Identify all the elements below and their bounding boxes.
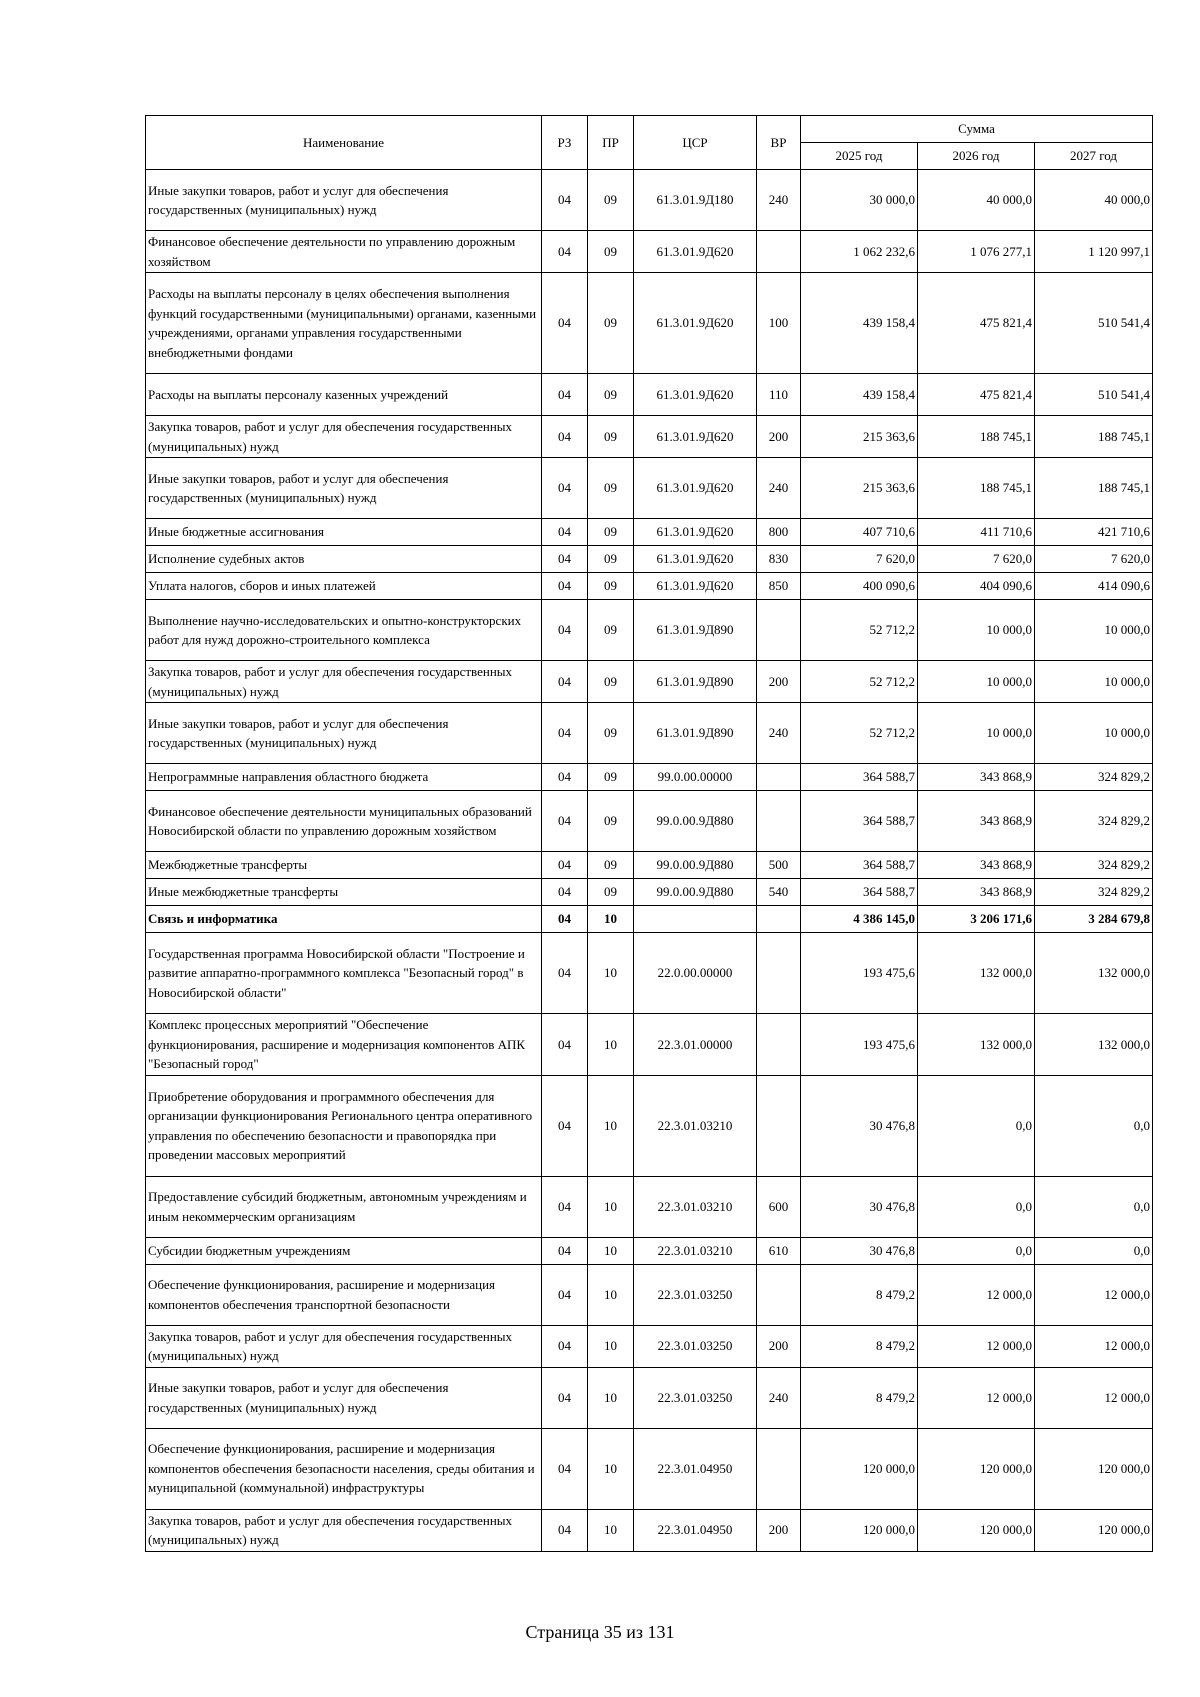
row-sum-2025: 193 475,6 bbox=[801, 1014, 918, 1076]
row-rz: 04 bbox=[542, 1367, 588, 1428]
row-pr: 09 bbox=[588, 519, 634, 546]
row-sum-2025: 30 476,8 bbox=[801, 1075, 918, 1176]
row-sum-2025: 52 712,2 bbox=[801, 703, 918, 764]
row-pr: 09 bbox=[588, 458, 634, 519]
row-name: Иные межбюджетные трансферты bbox=[146, 879, 542, 906]
row-sum-2026: 188 745,1 bbox=[918, 416, 1035, 458]
header-sum: Сумма bbox=[801, 116, 1153, 143]
row-name: Закупка товаров, работ и услуг для обеспечения государственных (муниципальных) нужд bbox=[146, 661, 542, 703]
row-pr: 10 bbox=[588, 1264, 634, 1325]
row-name: Исполнение судебных актов bbox=[146, 546, 542, 573]
row-sum-2027: 0,0 bbox=[1035, 1237, 1153, 1264]
row-rz: 04 bbox=[542, 231, 588, 273]
row-vr bbox=[757, 764, 801, 791]
row-sum-2027: 40 000,0 bbox=[1035, 170, 1153, 231]
row-csr: 22.3.01.04950 bbox=[634, 1428, 757, 1509]
row-sum-2027: 510 541,4 bbox=[1035, 273, 1153, 374]
row-pr: 10 bbox=[588, 1325, 634, 1367]
row-pr: 10 bbox=[588, 1014, 634, 1076]
row-rz: 04 bbox=[542, 933, 588, 1014]
row-rz: 04 bbox=[542, 1014, 588, 1076]
row-sum-2027: 324 829,2 bbox=[1035, 791, 1153, 852]
row-vr: 500 bbox=[757, 852, 801, 879]
row-rz: 04 bbox=[542, 879, 588, 906]
row-sum-2027: 188 745,1 bbox=[1035, 416, 1153, 458]
row-sum-2025: 400 090,6 bbox=[801, 573, 918, 600]
row-rz: 04 bbox=[542, 661, 588, 703]
row-sum-2025: 52 712,2 bbox=[801, 600, 918, 661]
table-row bbox=[146, 933, 1153, 1014]
row-sum-2027: 10 000,0 bbox=[1035, 600, 1153, 661]
row-pr: 09 bbox=[588, 273, 634, 374]
row-sum-2027: 12 000,0 bbox=[1035, 1367, 1153, 1428]
row-csr: 61.3.01.9Д890 bbox=[634, 703, 757, 764]
row-name: Иные закупки товаров, работ и услуг для обеспечения государственных (муниципальных) нужд bbox=[146, 703, 542, 764]
row-name: Уплата налогов, сборов и иных платежей bbox=[146, 573, 542, 600]
table-row bbox=[146, 1014, 1153, 1076]
row-sum-2027: 1 120 997,1 bbox=[1035, 231, 1153, 273]
row-name: Иные закупки товаров, работ и услуг для обеспечения государственных (муниципальных) нужд bbox=[146, 1367, 542, 1428]
row-csr: 22.3.01.03210 bbox=[634, 1237, 757, 1264]
table-row bbox=[146, 1367, 1153, 1428]
table-row bbox=[146, 852, 1153, 879]
row-sum-2026: 10 000,0 bbox=[918, 661, 1035, 703]
row-csr: 61.3.01.9Д620 bbox=[634, 519, 757, 546]
row-rz: 04 bbox=[542, 573, 588, 600]
row-csr: 99.0.00.9Д880 bbox=[634, 879, 757, 906]
row-name: Финансовое обеспечение деятельности по управлению дорожным хозяйством bbox=[146, 231, 542, 273]
table-row bbox=[146, 170, 1153, 231]
row-sum-2026: 0,0 bbox=[918, 1237, 1035, 1264]
row-sum-2025: 120 000,0 bbox=[801, 1428, 918, 1509]
row-name: Связь и информатика bbox=[146, 906, 542, 933]
row-sum-2026: 12 000,0 bbox=[918, 1367, 1035, 1428]
row-sum-2027: 414 090,6 bbox=[1035, 573, 1153, 600]
row-sum-2026: 343 868,9 bbox=[918, 791, 1035, 852]
row-rz: 04 bbox=[542, 458, 588, 519]
row-sum-2026: 188 745,1 bbox=[918, 458, 1035, 519]
row-rz: 04 bbox=[542, 1325, 588, 1367]
row-pr: 09 bbox=[588, 661, 634, 703]
table-row bbox=[146, 1509, 1153, 1551]
row-vr bbox=[757, 231, 801, 273]
row-rz: 04 bbox=[542, 791, 588, 852]
row-sum-2027: 7 620,0 bbox=[1035, 546, 1153, 573]
table-row bbox=[146, 573, 1153, 600]
row-sum-2025: 30 000,0 bbox=[801, 170, 918, 231]
row-sum-2025: 215 363,6 bbox=[801, 458, 918, 519]
row-sum-2026: 10 000,0 bbox=[918, 600, 1035, 661]
row-sum-2027: 3 284 679,8 bbox=[1035, 906, 1153, 933]
header-rz: РЗ bbox=[542, 116, 588, 170]
row-csr: 61.3.01.9Д620 bbox=[634, 273, 757, 374]
row-rz: 04 bbox=[542, 600, 588, 661]
row-name: Выполнение научно-исследовательских и опытно-конструкторских работ для нужд дорожно-строительного комплекса bbox=[146, 600, 542, 661]
row-vr: 240 bbox=[757, 458, 801, 519]
row-vr: 240 bbox=[757, 170, 801, 231]
row-csr: 22.3.01.03250 bbox=[634, 1325, 757, 1367]
row-sum-2025: 364 588,7 bbox=[801, 852, 918, 879]
row-rz: 04 bbox=[542, 1176, 588, 1237]
row-sum-2026: 40 000,0 bbox=[918, 170, 1035, 231]
row-vr bbox=[757, 1075, 801, 1176]
row-rz: 04 bbox=[542, 852, 588, 879]
row-sum-2025: 30 476,8 bbox=[801, 1237, 918, 1264]
row-csr: 22.3.01.03250 bbox=[634, 1264, 757, 1325]
header-pr: ПР bbox=[588, 116, 634, 170]
table-row bbox=[146, 600, 1153, 661]
row-sum-2025: 8 479,2 bbox=[801, 1325, 918, 1367]
table-row bbox=[146, 703, 1153, 764]
row-csr bbox=[634, 906, 757, 933]
row-name: Комплекс процессных мероприятий "Обеспечение функционирования, расширение и модернизация компонентов АПК "Безопасный город" bbox=[146, 1014, 542, 1076]
table-row bbox=[146, 661, 1153, 703]
row-vr bbox=[757, 791, 801, 852]
budget-table-body bbox=[146, 170, 1153, 1552]
row-csr: 61.3.01.9Д620 bbox=[634, 231, 757, 273]
row-vr: 610 bbox=[757, 1237, 801, 1264]
row-rz: 04 bbox=[542, 764, 588, 791]
row-sum-2025: 215 363,6 bbox=[801, 416, 918, 458]
row-csr: 61.3.01.9Д890 bbox=[634, 661, 757, 703]
row-sum-2025: 439 158,4 bbox=[801, 374, 918, 416]
row-csr: 61.3.01.9Д180 bbox=[634, 170, 757, 231]
row-sum-2027: 0,0 bbox=[1035, 1075, 1153, 1176]
row-sum-2026: 343 868,9 bbox=[918, 764, 1035, 791]
table-row bbox=[146, 906, 1153, 933]
row-pr: 09 bbox=[588, 573, 634, 600]
row-sum-2026: 132 000,0 bbox=[918, 1014, 1035, 1076]
row-pr: 09 bbox=[588, 416, 634, 458]
row-csr: 22.0.00.00000 bbox=[634, 933, 757, 1014]
row-name: Расходы на выплаты персоналу в целях обеспечения выполнения функций государственными (муниципальными) органами, казенными учреждениями, органами управления государственными внебюджетными фондами bbox=[146, 273, 542, 374]
row-sum-2026: 120 000,0 bbox=[918, 1509, 1035, 1551]
page-number: Страница 35 из 131 bbox=[525, 1622, 675, 1642]
row-sum-2025: 1 062 232,6 bbox=[801, 231, 918, 273]
row-name: Закупка товаров, работ и услуг для обеспечения государственных (муниципальных) нужд bbox=[146, 1509, 542, 1551]
row-vr bbox=[757, 1264, 801, 1325]
row-name: Иные закупки товаров, работ и услуг для обеспечения государственных (муниципальных) нужд bbox=[146, 458, 542, 519]
header-csr: ЦСР bbox=[634, 116, 757, 170]
header-name: Наименование bbox=[146, 116, 542, 170]
table-row bbox=[146, 1325, 1153, 1367]
table-row bbox=[146, 231, 1153, 273]
row-csr: 22.3.01.03210 bbox=[634, 1176, 757, 1237]
row-sum-2026: 475 821,4 bbox=[918, 273, 1035, 374]
table-row bbox=[146, 1428, 1153, 1509]
row-csr: 99.0.00.9Д880 bbox=[634, 791, 757, 852]
row-vr: 200 bbox=[757, 416, 801, 458]
row-sum-2025: 407 710,6 bbox=[801, 519, 918, 546]
table-row bbox=[146, 416, 1153, 458]
row-rz: 04 bbox=[542, 1237, 588, 1264]
row-sum-2027: 324 829,2 bbox=[1035, 852, 1153, 879]
table-row bbox=[146, 374, 1153, 416]
row-rz: 04 bbox=[542, 703, 588, 764]
row-sum-2025: 52 712,2 bbox=[801, 661, 918, 703]
row-rz: 04 bbox=[542, 170, 588, 231]
row-sum-2025: 364 588,7 bbox=[801, 879, 918, 906]
row-sum-2026: 1 076 277,1 bbox=[918, 231, 1035, 273]
row-rz: 04 bbox=[542, 374, 588, 416]
row-sum-2027: 132 000,0 bbox=[1035, 933, 1153, 1014]
row-sum-2025: 8 479,2 bbox=[801, 1264, 918, 1325]
row-pr: 09 bbox=[588, 764, 634, 791]
table-row bbox=[146, 458, 1153, 519]
row-pr: 09 bbox=[588, 791, 634, 852]
row-csr: 61.3.01.9Д620 bbox=[634, 458, 757, 519]
row-sum-2027: 324 829,2 bbox=[1035, 879, 1153, 906]
row-name: Иные бюджетные ассигнования bbox=[146, 519, 542, 546]
row-vr: 600 bbox=[757, 1176, 801, 1237]
row-name: Финансовое обеспечение деятельности муниципальных образований Новосибирской области по управлению дорожным хозяйством bbox=[146, 791, 542, 852]
row-csr: 61.3.01.9Д620 bbox=[634, 573, 757, 600]
row-sum-2026: 3 206 171,6 bbox=[918, 906, 1035, 933]
row-csr: 22.3.01.04950 bbox=[634, 1509, 757, 1551]
header-year-2027: 2027 год bbox=[1035, 143, 1153, 170]
row-pr: 10 bbox=[588, 1367, 634, 1428]
table-row bbox=[146, 1075, 1153, 1176]
budget-table-container bbox=[145, 115, 1152, 1552]
budget-table bbox=[145, 115, 1153, 1552]
row-sum-2025: 193 475,6 bbox=[801, 933, 918, 1014]
row-name: Приобретение оборудования и программного обеспечения для организации функционирования Регионального центра оперативного управления по обеспечению безопасности и правопорядка при проведении массовых мероприятий bbox=[146, 1075, 542, 1176]
row-name: Закупка товаров, работ и услуг для обеспечения государственных (муниципальных) нужд bbox=[146, 416, 542, 458]
row-pr: 09 bbox=[588, 600, 634, 661]
row-sum-2025: 120 000,0 bbox=[801, 1509, 918, 1551]
row-name: Обеспечение функционирования, расширение и модернизация компонентов обеспечения безопасности населения, среды обитания и муниципальной (коммунальной) инфраструктуры bbox=[146, 1428, 542, 1509]
table-row bbox=[146, 519, 1153, 546]
row-pr: 09 bbox=[588, 546, 634, 573]
row-rz: 04 bbox=[542, 1264, 588, 1325]
row-pr: 10 bbox=[588, 1509, 634, 1551]
row-sum-2026: 132 000,0 bbox=[918, 933, 1035, 1014]
row-sum-2026: 343 868,9 bbox=[918, 852, 1035, 879]
row-sum-2025: 364 588,7 bbox=[801, 764, 918, 791]
row-sum-2025: 439 158,4 bbox=[801, 273, 918, 374]
row-sum-2027: 120 000,0 bbox=[1035, 1428, 1153, 1509]
row-vr bbox=[757, 933, 801, 1014]
row-sum-2027: 10 000,0 bbox=[1035, 703, 1153, 764]
row-sum-2026: 404 090,6 bbox=[918, 573, 1035, 600]
row-sum-2027: 132 000,0 bbox=[1035, 1014, 1153, 1076]
row-rz: 04 bbox=[542, 1509, 588, 1551]
row-rz: 04 bbox=[542, 1428, 588, 1509]
row-csr: 61.3.01.9Д890 bbox=[634, 600, 757, 661]
row-csr: 22.3.01.00000 bbox=[634, 1014, 757, 1076]
row-sum-2026: 120 000,0 bbox=[918, 1428, 1035, 1509]
header-year-2026: 2026 год bbox=[918, 143, 1035, 170]
table-row bbox=[146, 1176, 1153, 1237]
row-rz: 04 bbox=[542, 906, 588, 933]
row-sum-2026: 411 710,6 bbox=[918, 519, 1035, 546]
row-pr: 10 bbox=[588, 1075, 634, 1176]
row-vr bbox=[757, 906, 801, 933]
row-csr: 22.3.01.03250 bbox=[634, 1367, 757, 1428]
row-vr: 100 bbox=[757, 273, 801, 374]
row-vr: 240 bbox=[757, 703, 801, 764]
row-sum-2025: 7 620,0 bbox=[801, 546, 918, 573]
row-rz: 04 bbox=[542, 273, 588, 374]
table-row bbox=[146, 546, 1153, 573]
row-name: Непрограммные направления областного бюджета bbox=[146, 764, 542, 791]
row-sum-2026: 12 000,0 bbox=[918, 1325, 1035, 1367]
row-name: Субсидии бюджетным учреждениям bbox=[146, 1237, 542, 1264]
table-row bbox=[146, 879, 1153, 906]
row-vr bbox=[757, 1428, 801, 1509]
header-vr: ВР bbox=[757, 116, 801, 170]
row-name: Межбюджетные трансферты bbox=[146, 852, 542, 879]
row-sum-2027: 510 541,4 bbox=[1035, 374, 1153, 416]
row-rz: 04 bbox=[542, 546, 588, 573]
table-row bbox=[146, 1264, 1153, 1325]
row-pr: 10 bbox=[588, 1237, 634, 1264]
header-year-2025: 2025 год bbox=[801, 143, 918, 170]
row-pr: 10 bbox=[588, 1176, 634, 1237]
row-pr: 09 bbox=[588, 879, 634, 906]
row-sum-2027: 12 000,0 bbox=[1035, 1325, 1153, 1367]
row-sum-2027: 120 000,0 bbox=[1035, 1509, 1153, 1551]
row-name: Государственная программа Новосибирской области "Построение и развитие аппаратно-программного комплекса "Безопасный город" в Новосибирской области" bbox=[146, 933, 542, 1014]
row-rz: 04 bbox=[542, 1075, 588, 1176]
row-sum-2026: 0,0 bbox=[918, 1075, 1035, 1176]
row-name: Обеспечение функционирования, расширение и модернизация компонентов обеспечения транспортной безопасности bbox=[146, 1264, 542, 1325]
row-name: Иные закупки товаров, работ и услуг для обеспечения государственных (муниципальных) нужд bbox=[146, 170, 542, 231]
row-name: Расходы на выплаты персоналу казенных учреждений bbox=[146, 374, 542, 416]
row-rz: 04 bbox=[542, 519, 588, 546]
row-vr: 540 bbox=[757, 879, 801, 906]
row-pr: 10 bbox=[588, 933, 634, 1014]
row-vr: 200 bbox=[757, 1509, 801, 1551]
row-sum-2026: 12 000,0 bbox=[918, 1264, 1035, 1325]
row-vr: 200 bbox=[757, 661, 801, 703]
row-sum-2027: 421 710,6 bbox=[1035, 519, 1153, 546]
row-sum-2027: 188 745,1 bbox=[1035, 458, 1153, 519]
row-sum-2025: 30 476,8 bbox=[801, 1176, 918, 1237]
row-sum-2026: 475 821,4 bbox=[918, 374, 1035, 416]
row-sum-2025: 364 588,7 bbox=[801, 791, 918, 852]
row-csr: 61.3.01.9Д620 bbox=[634, 416, 757, 458]
row-vr: 800 bbox=[757, 519, 801, 546]
row-vr: 110 bbox=[757, 374, 801, 416]
row-csr: 22.3.01.03210 bbox=[634, 1075, 757, 1176]
row-sum-2027: 12 000,0 bbox=[1035, 1264, 1153, 1325]
row-pr: 09 bbox=[588, 170, 634, 231]
row-csr: 99.0.00.00000 bbox=[634, 764, 757, 791]
row-csr: 61.3.01.9Д620 bbox=[634, 374, 757, 416]
row-vr: 200 bbox=[757, 1325, 801, 1367]
table-row bbox=[146, 1237, 1153, 1264]
row-pr: 09 bbox=[588, 852, 634, 879]
row-pr: 09 bbox=[588, 231, 634, 273]
table-row bbox=[146, 764, 1153, 791]
row-vr: 850 bbox=[757, 573, 801, 600]
row-name: Закупка товаров, работ и услуг для обеспечения государственных (муниципальных) нужд bbox=[146, 1325, 542, 1367]
row-sum-2026: 0,0 bbox=[918, 1176, 1035, 1237]
row-pr: 10 bbox=[588, 906, 634, 933]
row-sum-2025: 8 479,2 bbox=[801, 1367, 918, 1428]
row-sum-2026: 7 620,0 bbox=[918, 546, 1035, 573]
row-name: Предоставление субсидий бюджетным, автономным учреждениям и иным некоммерческим организациям bbox=[146, 1176, 542, 1237]
row-pr: 09 bbox=[588, 703, 634, 764]
row-csr: 61.3.01.9Д620 bbox=[634, 546, 757, 573]
row-sum-2025: 4 386 145,0 bbox=[801, 906, 918, 933]
row-pr: 09 bbox=[588, 374, 634, 416]
row-vr bbox=[757, 1014, 801, 1076]
row-sum-2027: 324 829,2 bbox=[1035, 764, 1153, 791]
row-vr: 830 bbox=[757, 546, 801, 573]
row-pr: 10 bbox=[588, 1428, 634, 1509]
row-rz: 04 bbox=[542, 416, 588, 458]
row-vr: 240 bbox=[757, 1367, 801, 1428]
row-sum-2027: 10 000,0 bbox=[1035, 661, 1153, 703]
table-row bbox=[146, 791, 1153, 852]
row-sum-2027: 0,0 bbox=[1035, 1176, 1153, 1237]
table-row bbox=[146, 273, 1153, 374]
row-sum-2026: 10 000,0 bbox=[918, 703, 1035, 764]
row-vr bbox=[757, 600, 801, 661]
row-csr: 99.0.00.9Д880 bbox=[634, 852, 757, 879]
row-sum-2026: 343 868,9 bbox=[918, 879, 1035, 906]
